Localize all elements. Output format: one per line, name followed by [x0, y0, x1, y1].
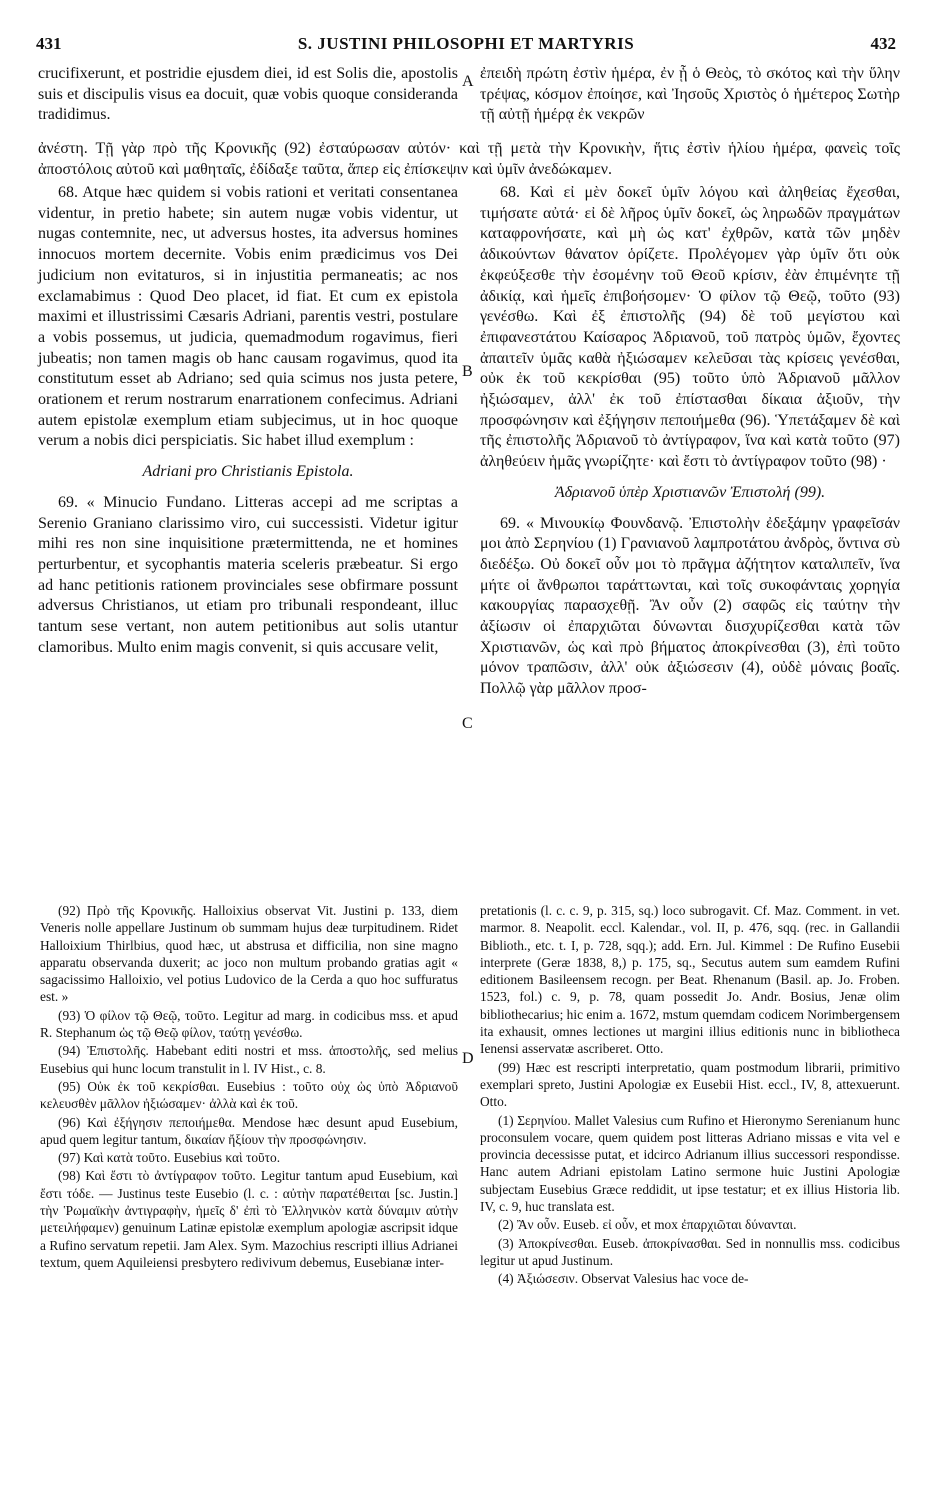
footnote: (92) Πρὸ τῆς Κρονικῆς. Halloixius observat Vit. Justini p. 133, diem Veneris nolle appellare Justinum ob summam hujus deæ turpitudinem. Ridet Halloixium Thirlbius, quod hæc, ut abstrusa et difficilia, non sine magno apparatu observanda duxerit; ac joco non multum probando gratias agit « sagacissimo Halloixio, vel potius Ludovico de la Cerda a quo hoc suffuratus est. »: [40, 903, 458, 1005]
margin-marker-b: B: [462, 363, 473, 380]
latin-paragraph-69: 69. « Minucio Fundano. Litteras accepi ad me scriptas a Serenio Graniano clarissimo viro, cui successisti. Videtur igitur mihi res non sine inquisitione prætermittenda, ne et homines perturbentur, et sycophantis materia sceleris præbeatur. Si ergo ad hanc petitionis rationem provinciales sese obfirmare possunt adversus Christianos, ut etiam pro tribunali respondeant, illuc tantum sese vertant, non autem petitionibus aut solis utantur clamoribus. Multo enim magis convenit, si quis accusare velit,: [38, 493, 458, 656]
latin-paragraph-68: 68. Atque hæc quidem si vobis rationi et veritati consentanea videntur, in pretio habete; sin autem nugæ vobis videntur, ut nugas contemnite, nec, ut adversus hostes, ita adversus homines innocuos mortem decernite. Vobis enim prædicimus vos Dei judicium non evitaturos, si in injustitia permaneatis; ac nos exclamabimus : Quod Deo placet, id fiat. Et cum ex epistola maximi et illustrissimi Cæsaris Adriani, parentis vestri, postulare a vobis possemus, ut judicia, quemadmodum rogavimus, fieri jubeatis; non tamen magis ob hanc causam rogavimus, quod ita constitutum esset ab Adriano; sed quia scimus nos justa petere, orationem et rerum nostrarum enarrationem confecimus. Adriani autem epistolæ exemplum etiam subjecimus, ut in hoc quoque verum a nobis dici perspiciatis. Sic habet illud exemplum :: [38, 184, 458, 450]
footnote: (2) Ἂν οὖν. Euseb. εἰ οὖν, et mox ἐπαρχιῶται δύνανται.: [498, 1217, 797, 1233]
page-number-left: 431: [36, 34, 62, 53]
footnote: (99) Hæc est rescripti interpretatio, quam postmodum librarii, primitivo exemplari spreto, Justini Apologiæ ex Eusebii Hist. eccl., IV, 8, attexuerunt. Otto.: [480, 1059, 900, 1110]
footnotes-right: [480, 902, 900, 1289]
footnote-continuation: pretationis (l. c. c. 9, p. 315, sq.) loco subrogavit. Cf. Maz. Comment. in vet. marmor. 8. Neapolit. eccl. Kalendar., vol. II, p. 476, sqq. (rec. in Gallandii Biblioth., etc. t. I, p. 728, sqq.); add. Ern. Jul. Kimmel : De Rufino Eusebii interprete (Geræ 1838, 8,) p. 175, sq., Secutus autem sum eamdem Rufini editionem Basileensem recogn. per Beat. Rhenanum (Basil. ap. Jo. Froben. 1523, fol.) c. 9, p. 78, quam possedit Jo. Andr. Bosius, Jenæ olim bibliothecarius; hic enim a. 1672, mstum quemdam codicem Norimbergensem ita exhausit, omnes lectiones ut margini illius editionis nunc in bibliotheca Ienensi asservatæ ascriberet. Otto.: [480, 903, 900, 1057]
margin-marker-d: D: [462, 1050, 474, 1067]
greek-column: [480, 183, 900, 702]
running-header: [36, 34, 896, 58]
greek-full-line: ἀνέστη. Τῇ γὰρ πρὸ τῆς Κρονικῆς (92) ἐσταύρωσαν αὐτόν· καὶ τῇ μετὰ τὴν Κρονικὴν, ἥτις ἐστὶν ἡλίου ἡμέρα, φανεὶς τοῖς ἀποστόλοις αὐτοῦ καὶ μαθηταῖς, ἐδίδαξε ταῦτα, ἅπερ εἰς ἐπίσκεψιν καὶ ὑμῖν ἀνεδώκαμεν.: [38, 140, 900, 178]
greek-epistle-title: Ἀδριανοῦ ὑπὲρ Χριστιανῶν Ἐπιστολή (99).: [554, 483, 826, 501]
greek-paragraph-69: 69. « Μινουκίῳ Φουνδανῷ. Ἐπιστολὴν ἐδεξάμην γραφεῖσάν μοι ἀπὸ Σερηνίου (1) Γρανιανοῦ λαμπροτάτου ἀνδρὸς, ὅντινα σὺ διεδέξω. Οὐ δοκεῖ οὖν μοι τὸ πρᾶγμα ἀζήτητον καταλιπεῖν, ἵνα μήτε οἱ ἄνθρωποι ταράττωνται, καὶ τοῖς συκοφάνταις χορηγία κακουργίας παρασχεθῇ. Ἂν οὖν (2) σαφῶς εἰς ταύτην τὴν ἀξίωσιν οἱ ἐπαρχιῶται δύνωνται διισχυρίζεσθαι κατὰ τῶν Χριστιανῶν, ὡς καὶ πρὸ βήματος ἀποκρίνεσθαι (3), ἐπὶ τοῦτο μόνον τραπῶσιν, ἀλλ' οὐκ ἀξιώσεσιν (4), οὐδὲ μόναις βοαῖς. Πολλῷ γὰρ μᾶλλον προσ-: [480, 514, 900, 698]
latin-epistle-title: Adriani pro Christianis Epistola.: [142, 463, 354, 481]
footnote: (3) Ἀποκρίνεσθαι. Euseb. ἀποκρίνασθαι. Sed in nonnullis mss. codicibus legitur ut apud Justinum.: [480, 1235, 900, 1268]
footnote: (96) Καὶ ἐξήγησιν πεποιήμεθα. Mendose hæc desunt apud Eusebium, apud quem legitur tantum, δικαίαν ἤξίουν τὴν προσφώνησιν.: [40, 1114, 458, 1147]
top-latin-text: [38, 64, 458, 128]
footnote: (4) Ἀξιώσεσιν. Observat Valesius hac voce de-: [498, 1271, 749, 1287]
footnote: (97) Καὶ κατὰ τοῦτο. Eusebius καὶ τοῦτο.: [58, 1150, 281, 1166]
page-number-right: 432: [870, 34, 896, 53]
footnote: (1) Σερηνίου. Mallet Valesius cum Rufino et Hieronymo Serenianum hunc proconsulem vocare, quem quidem post litteras Adriano missas e vita vel e provincia decessisse putat, et idcirco Adrianum illius successori respondisse. Hanc autem Adriani epistolam Latino sermone huic Justini Apologiæ subjectam Eusebius Græce reddidit, ut ipse testatur; et ex illius Historia lib. IV, c. 9, huc translata est.: [480, 1112, 900, 1215]
footnote: (98) Καὶ ἔστι τὸ ἀντίγραφον τοῦτο. Legitur tantum apud Eusebium, καὶ ἔστι τόδε. — Justinus teste Eusebio (l. c. : αὐτὴν παρατέθειται [sc. Justin.] τὴν Ῥωμαϊκὴν ἀντιγραφὴν, ἡμεῖς δ' ἐπὶ τὸ Ἑλληνικὸν κατὰ δύναμιν αὐτὴν μετειλήφαμεν) genuinum Latinæ epistolæ exemplum apologiæ ascripsit idque a Rufino servatum repetii. Jam Alex. Sym. Mazochius rescripti illius Adrianei textum, quem Aquileiensi presbytero redivivum debemus, Eusebianæ inter-: [40, 1168, 458, 1270]
greek-opening: ἐπειδὴ πρώτη ἐστὶν ἡμέρα, ἐν ᾗ ὁ Θεὸς, τὸ σκότος καὶ τὴν ὕλην τρέψας, κόσμον ἐποίησε, καὶ Ἰησοῦς Χριστὸς ὁ ἡμέτερος Σωτὴρ τῇ αὐτῇ ἡμέρᾳ ἐκ νεκρῶν: [480, 65, 900, 124]
footnote: (95) Οὐκ ἐκ τοῦ κεκρίσθαι. Eusebius : τοῦτο οὐχ ὡς ὑπὸ Ἀδριανοῦ κελευσθὲν μᾶλλον ἠξιώσαμεν· ἀλλὰ καὶ ἐκ τοῦ.: [40, 1078, 458, 1112]
footnotes-left: [40, 902, 458, 1272]
footnote: (94) Ἐπιστολῆς. Habebant editi nostri et mss. ἀποστολῆς, sed melius Eusebius qui hunc locum transtulit in l. IV Hist., c. 8.: [40, 1043, 458, 1076]
footnote: (93) Ὁ φίλον τῷ Θεῷ, τοῦτο. Legitur ad marg. in codicibus mss. et apud R. Stephanum ὡς τῷ Θεῷ φίλον, ταύτῃ γενέσθω.: [40, 1007, 458, 1041]
margin-marker-a: A: [462, 73, 474, 90]
latin-opening: crucifixerunt, et postridie ejusdem diei, id est Solis die, apostolis suis et discipulis visus ea docuit, quæ vobis quoque consideranda tradidimus.: [38, 65, 458, 124]
running-title: S. JUSTINI PHILOSOPHI ET MARTYRIS: [297, 34, 635, 53]
full-width-greek-line: [38, 138, 900, 182]
greek-paragraph-68: 68. Καὶ εἰ μὲν δοκεῖ ὑμῖν λόγου καὶ ἀληθείας ἔχεσθαι, τιμήσατε αὐτά· εἰ δὲ λῆρος ὑμῖν δοκεῖ, ὡς ληρωδῶν πραγμάτων καταφρονήσατε, καὶ μὴ ὡς κατ' ἐχθρῶν, κατὰ τῶν μηδὲν ἀδικούντων θάνατον ὁρίζετε. Προλέγομεν γὰρ ὑμῖν ὅτι οὐκ ἐκφεύξεσθε τὴν ἐσομένην τοῦ Θεοῦ κρίσιν, ἐὰν ἐπιμένητε τῇ ἀδικίᾳ, καὶ ἡμεῖς ἐπιβοήσομεν· Ὁ φίλον τῷ Θεῷ, τοῦτο (93) γενέσθω. Καὶ ἐξ ἐπιστολῆς (94) δὲ τοῦ μεγίστου καὶ ἐπιφανεστάτου Καίσαρος Ἀδριανοῦ, τοῦ πατρὸς ὑμῶν, ἔχοντες ἀπαιτεῖν ὑμᾶς καθὰ ἠξιώσαμεν κελεῦσαι τὰς κρίσεις γενέσθαι, οὐκ ἐκ τοῦ κεκρίσθαι (95) τοῦτο ὑπὸ Ἀδριανοῦ μᾶλλον ἠξιώσαμεν, ἀλλ' ἐκ τοῦ ἐπίστασθαι δίκαια ἀξιοῦν, τὴν προσφώνησιν καὶ ἐξήγησιν πεποιήμεθα (96). Ὑπετάξαμεν δὲ καὶ τῆς ἐπιστολῆς Ἀδριανοῦ τὸ ἀντίγραφον, ἵνα καὶ κατὰ τοῦτο (97) ἀληθεύειν ἡμᾶς γνωρίζητε· καὶ ἔστι τὸ ἀντίγραφον τοῦτο (98) ·: [480, 184, 900, 471]
margin-marker-c: C: [462, 715, 473, 732]
latin-column: [38, 183, 458, 660]
top-greek-text: [480, 64, 900, 128]
